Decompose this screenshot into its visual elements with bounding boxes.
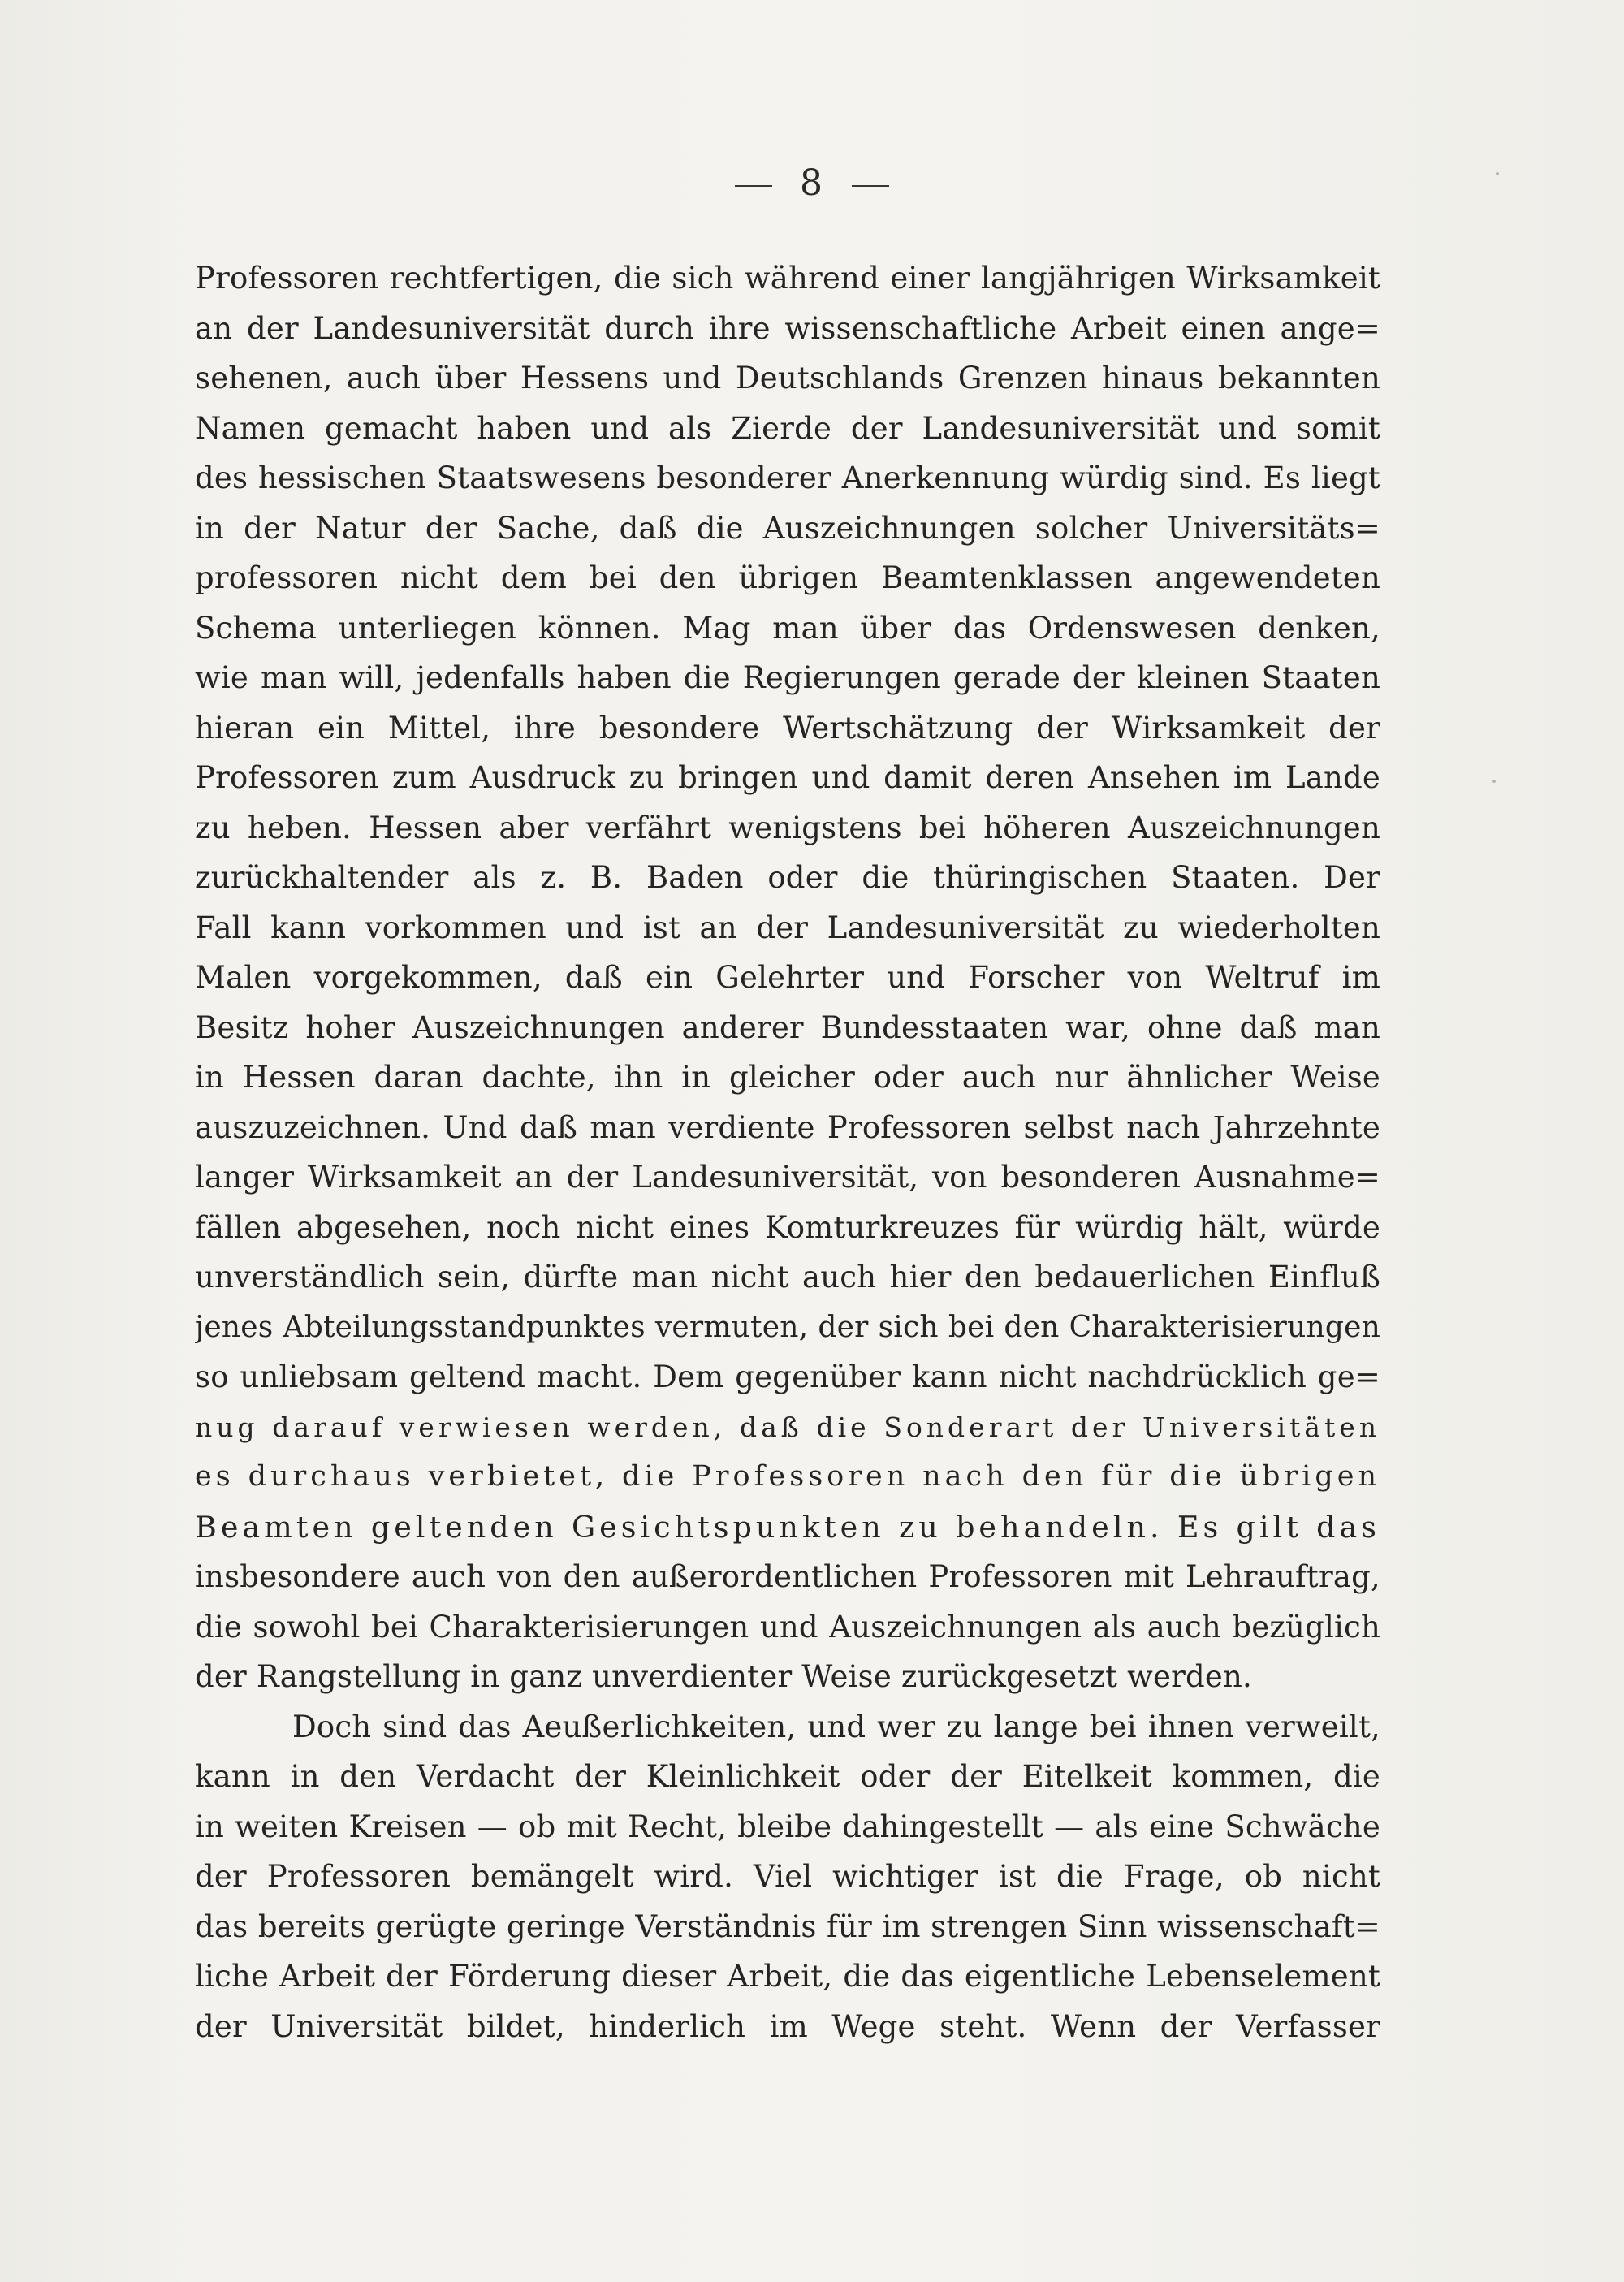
text-line: fällen abgesehen, noch nicht eines Komturkreuzes für würdig hält, würde [195,1209,1380,1245]
page-number: 8 [800,162,824,204]
text-line: zu heben. Hessen aber verfährt wenigstens bei höheren Auszeichnungen [195,810,1380,845]
text-line: des hessischen Staatswesens besonderer Anerkennung würdig sind. Es liegt [195,460,1380,495]
text-line: der Professoren bemängelt wird. Viel wichtiger ist die Frage, ob nicht [195,1859,1380,1894]
text-line: Doch sind das Aeußerlichkeiten, und wer zu lange bei ihnen verweilt, [292,1709,1380,1744]
text-line: langer Wirksamkeit an der Landesuniversität, von besonderen Ausnahme= [195,1160,1380,1195]
text-line: Professoren zum Ausdruck zu bringen und damit deren Ansehen im Lande [195,760,1380,795]
text-line: zurückhaltender als z. B. Baden oder die thüringischen Staaten. Der [195,860,1380,895]
text-line: liche Arbeit der Förderung dieser Arbeit, die das eigentliche Lebenselement [195,1959,1380,1994]
left-dash [735,185,772,187]
text-line: Professoren rechtfertigen, die sich während einer langjährigen Wirksamkeit [195,261,1380,296]
text-line: Fall kann vorkommen und ist an der Landesuniversität zu wiederholten [195,910,1380,945]
paper-speck [1496,172,1499,175]
text-line: in weiten Kreisen — ob mit Recht, bleibe dahingestellt — als eine Schwäche [195,1809,1380,1844]
text-line: wie man will, jedenfalls haben die Regierungen gerade der kleinen Staaten [195,660,1380,695]
body-text [195,253,1380,2051]
text-line: in Hessen daran dachte, ihn in gleicher oder auch nur ähnlicher Weise [195,1060,1380,1095]
text-line: Besitz hoher Auszeichnungen anderer Bundesstaaten war, ohne daß man [195,1009,1380,1045]
text-line: hieran ein Mittel, ihre besondere Wertschätzung der Wirksamkeit der [195,710,1380,746]
paper-speck [1492,780,1496,783]
text-line: der Universität bildet, hinderlich im Wege steht. Wenn der Verfasser [195,2008,1380,2044]
text-line: Beamten geltenden Gesichtspunkten zu behandeln. Es gilt das [195,1509,1380,1545]
text-line: jenes Abteilungsstandpunktes vermuten, der sich bei den Charakterisierungen [195,1310,1380,1344]
text-line: in der Natur der Sache, daß die Auszeichnungen solcher Universitäts= [195,510,1380,546]
text-line: die sowohl bei Charakterisierungen und Auszeichnungen als auch bezüglich [195,1609,1380,1645]
text-line: sehenen, auch über Hessens und Deutschlands Grenzen hinaus bekannten [195,361,1380,395]
text-line: so unliebsam geltend macht. Dem gegenüber kann nicht nachdrücklich ge= [195,1359,1380,1394]
text-line: es durchaus verbietet, die Professoren nach den für die übrigen [195,1460,1380,1493]
text-line: Schema unterliegen können. Mag man über das Ordenswesen denken, [195,610,1380,646]
text-line: auszuzeichnen. Und daß man verdiente Professoren selbst nach Jahrzehnte [195,1109,1380,1145]
text-line: Namen gemacht haben und als Zierde der Landesuniversität und somit [195,410,1380,446]
paragraph-1 [195,253,1380,1702]
text-line: kann in den Verdacht der Kleinlichkeit oder der Eitelkeit kommen, die [195,1759,1380,1794]
text-line: insbesondere auch von den außerordentlichen Professoren mit Lehrauftrag, [195,1559,1380,1594]
page-header [0,162,1624,204]
text-line: das bereits gerügte geringe Verständnis für im strengen Sinn wissenschaft= [195,1908,1380,1944]
right-dash [852,185,889,187]
paragraph-2 [195,1702,1380,2052]
text-line: nug darauf verwiesen werden, daß die Sonderart der Universitäten [195,1411,1380,1443]
text-line: der Rangstellung in ganz unverdienter Weise zurückgesetzt werden. [195,1659,1252,1694]
text-line: an der Landesuniversität durch ihre wissenschaftliche Arbeit einen ange= [195,310,1380,346]
text-line: unverständlich sein, dürfte man nicht auch hier den bedauerlichen Einfluß [195,1260,1380,1294]
text-line: Malen vorgekommen, daß ein Gelehrter und Forscher von Weltruf im [195,960,1380,995]
text-line: professoren nicht dem bei den übrigen Beamtenklassen angewendeten [195,560,1380,595]
